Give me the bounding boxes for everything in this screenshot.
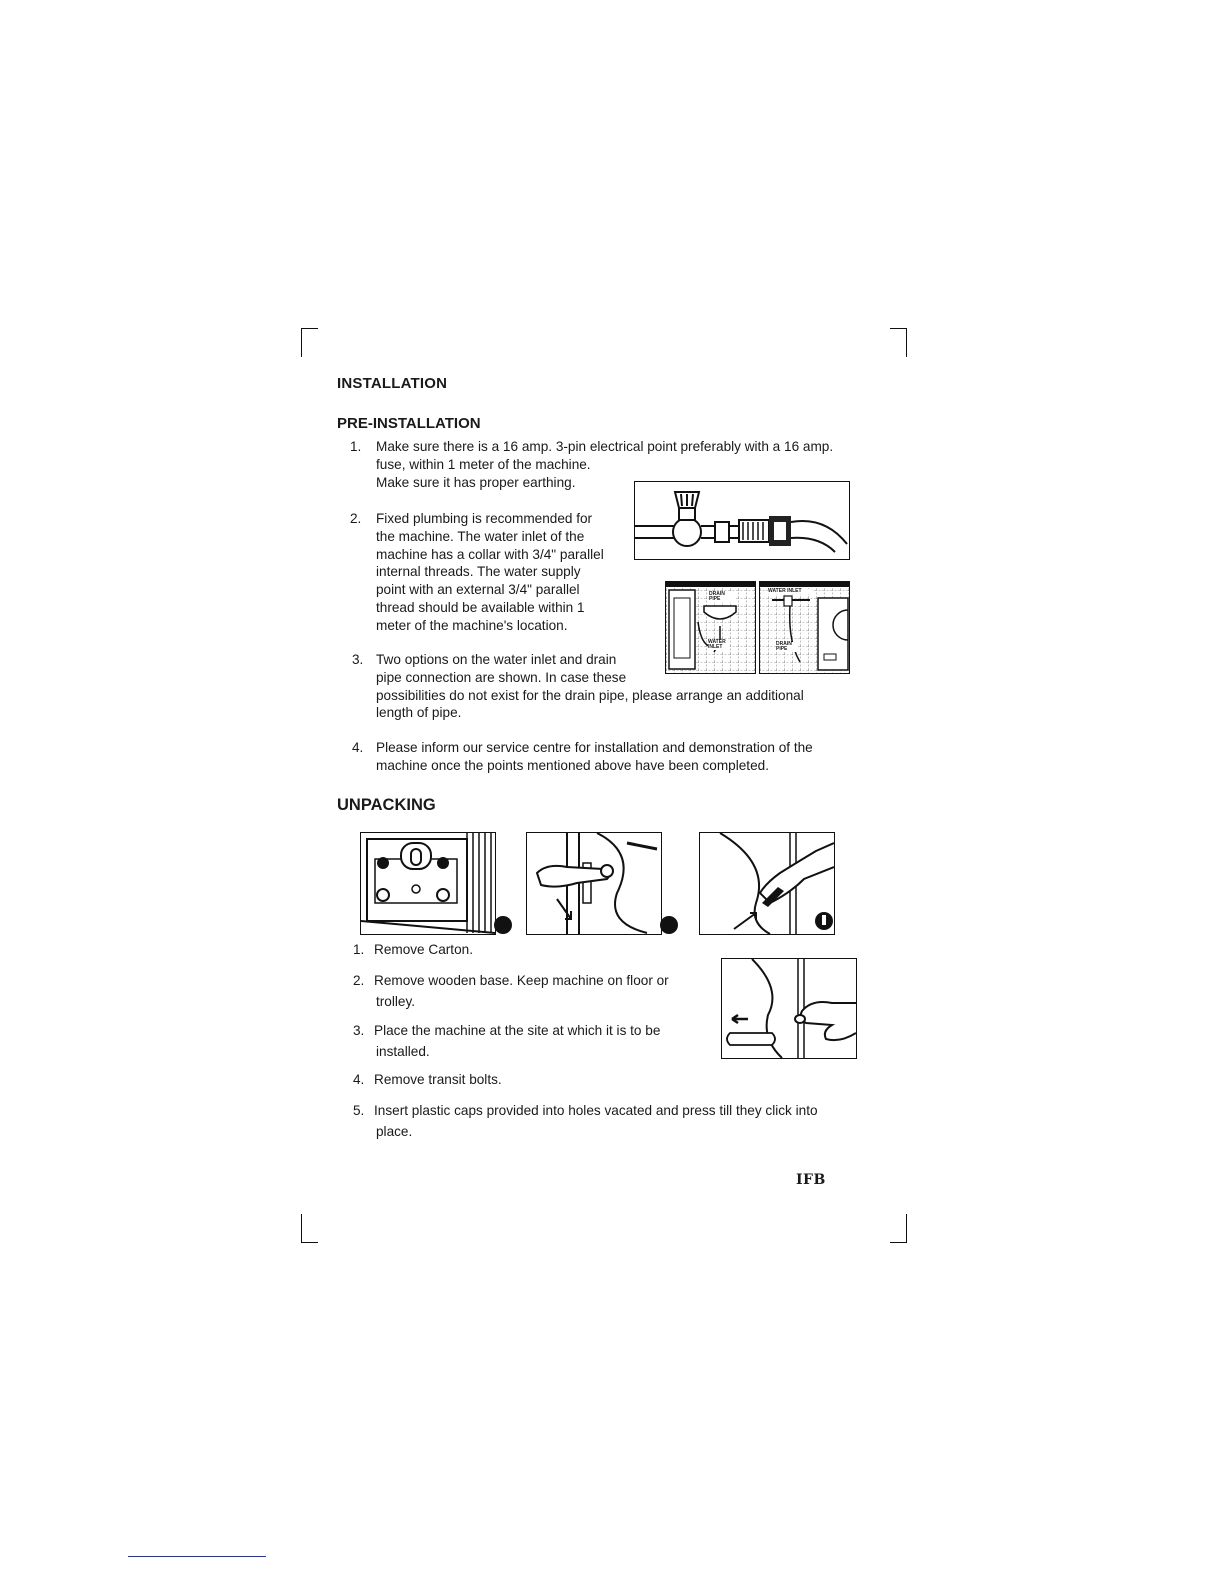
item-line: Remove Carton. xyxy=(374,942,473,957)
item-line: Make sure it has proper earthing. xyxy=(376,474,576,490)
item-number: 3. xyxy=(353,1023,365,1038)
section-heading-pre-installation: PRE-INSTALLATION xyxy=(337,415,481,432)
item-line: machine has a collar with 3/4" parallel xyxy=(376,546,604,562)
ifb-logo: IFB xyxy=(796,1172,826,1188)
item-line: pipe connection are shown. In case these xyxy=(376,669,627,685)
remove-base-illustration xyxy=(526,832,662,935)
item-line: Insert plastic caps provided into holes vacated and press till they click into xyxy=(374,1103,818,1118)
drain-connection-option-a xyxy=(665,581,756,674)
section-heading-unpacking: UNPACKING xyxy=(337,796,436,814)
label-drain-pipe-2: DRAIN PIPE xyxy=(776,642,798,652)
crop-mark-top-right xyxy=(890,328,907,357)
drain-connection-option-b xyxy=(759,581,850,674)
remove-transit-bolts-illustration xyxy=(699,832,835,935)
item-line: fuse, within 1 meter of the machine. xyxy=(376,456,591,472)
item-line: trolley. xyxy=(376,994,416,1009)
crop-mark-bottom-left xyxy=(301,1214,318,1243)
crop-mark-top-left xyxy=(301,328,318,357)
insert-plastic-caps-illustration xyxy=(721,958,857,1059)
item-line: internal threads. The water supply xyxy=(376,564,581,580)
page-title: INSTALLATION xyxy=(337,375,448,392)
item-line: machine once the points mentioned above have been completed. xyxy=(376,757,769,773)
item-number: 2. xyxy=(353,973,365,988)
item-number: 2. xyxy=(350,511,362,526)
item-line: possibilities do not exist for the drain pipe, please arrange an additional xyxy=(376,687,804,703)
item-line: length of pipe. xyxy=(376,705,462,721)
item-line: installed. xyxy=(376,1044,430,1059)
item-line: meter of the machine's location. xyxy=(376,617,568,633)
crop-mark-bottom-right xyxy=(890,1214,907,1243)
item-number: 1. xyxy=(353,942,365,957)
item-line: the machine. The water inlet of the xyxy=(376,528,585,544)
item-line: Place the machine at the site at which it is to be xyxy=(374,1023,661,1038)
item-line: Please inform our service centre for installation and demonstration of the xyxy=(376,740,813,755)
item-number: 4. xyxy=(352,740,364,755)
remove-carton-illustration xyxy=(360,832,496,935)
item-line: Fixed plumbing is recommended for xyxy=(376,511,593,526)
label-drain-pipe: DRAIN PIPE xyxy=(709,592,735,602)
footer-underline xyxy=(128,1556,266,1557)
step-badge-icon xyxy=(660,916,678,934)
item-line: Make sure there is a 16 amp. 3-pin electrical point preferably with a 16 amp. xyxy=(376,439,834,454)
tap-hose-illustration xyxy=(634,481,850,560)
item-number: 4. xyxy=(353,1072,365,1087)
label-water-inlet-2: WATER INLET xyxy=(768,589,812,594)
item-line: thread should be available within 1 xyxy=(376,599,585,615)
item-number: 1. xyxy=(350,439,362,454)
item-line: point with an external 3/4" parallel xyxy=(376,582,580,598)
item-line: Remove transit bolts. xyxy=(374,1072,502,1087)
label-water-inlet: WATER INLET xyxy=(708,640,730,650)
item-number: 3. xyxy=(352,652,364,667)
item-line: Two options on the water inlet and drain xyxy=(376,652,617,667)
item-line: Remove wooden base. Keep machine on floor or xyxy=(374,973,669,988)
item-line: place. xyxy=(376,1124,413,1139)
item-number: 5. xyxy=(353,1103,365,1118)
step-badge-icon xyxy=(494,916,512,934)
